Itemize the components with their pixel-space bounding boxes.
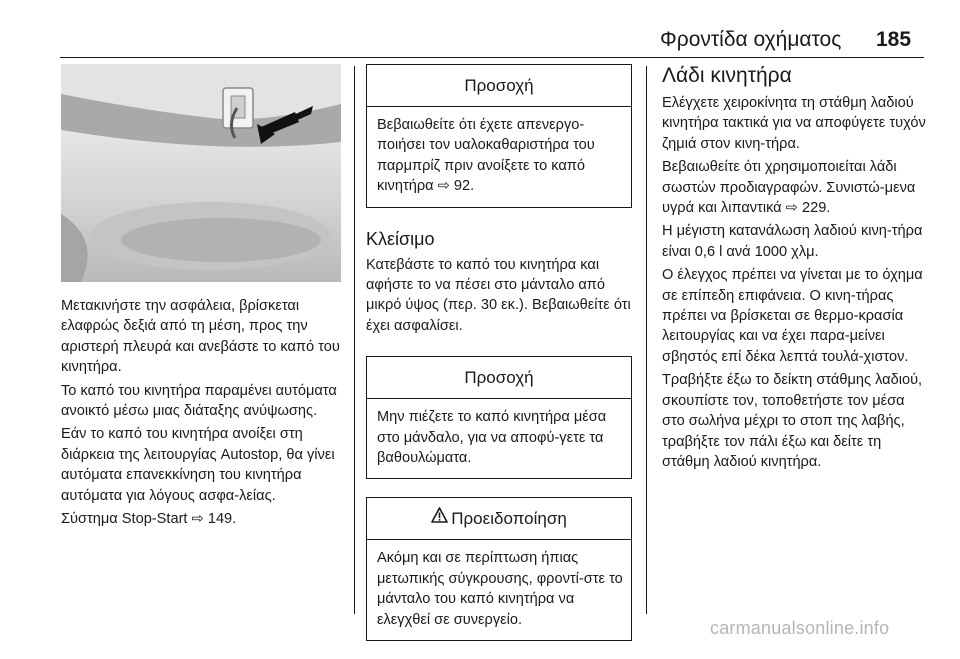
header-rule xyxy=(60,57,924,58)
engine-oil-heading: Λάδι κινητήρα xyxy=(662,64,792,87)
body-paragraph: Βεβαιωθείτε ότι χρησιμοποιείται λάδι σωστών προδιαγραφών. Συνιστώ‐μενα υγρά και λιπαντικά ⇨ 229. xyxy=(662,159,916,217)
body-paragraph: Εάν το καπό του κινητήρα ανοίξει στη διάρκεια της λειτουργίας Autostop, θα γίνει αυτόματα επανεκκίνηση του κινητήρα αυτόματα για λόγους ασφα‐λείας. xyxy=(61,426,335,504)
body-paragraph: Η μέγιστη κατανάλωση λαδιού κινη‐τήρα είναι 0,6 l ανά 1000 χλμ. xyxy=(662,223,923,260)
body-paragraph: Ο έλεγχος πρέπει να γίνεται με το όχημα σε επίπεδη επιφάνεια. Ο κινη‐τήρας πρέπει να βρίσκεται σε θερμο‐κρασία λειτουργίας και να έχει παρα‐μείνει σβηστός επί δέκα λεπτά τουλά‐χιστον. xyxy=(662,267,923,365)
warning-header xyxy=(367,498,631,540)
column-divider xyxy=(646,66,647,614)
hood-latch-photo xyxy=(61,64,341,282)
warning-triangle-icon xyxy=(431,497,448,538)
column-right xyxy=(662,64,928,475)
page-number: 185 xyxy=(876,28,912,51)
column-left xyxy=(61,64,343,532)
cross-reference-stop-start[interactable]: Σύστημα Stop-Start ⇨ 149. xyxy=(61,511,237,528)
body-paragraph: Τραβήξτε έξω το δείκτη στάθμης λαδιού, σκουπίστε τον, τοποθετήστε τον μέσα στο σωλήνα μέχρι το στοπ της λαβής, τραβήξτε τον πάλι έξω και δείτε τη στάθμη λαδιού κινητήρα. xyxy=(662,372,923,470)
watermark-url: carmanualsonline.info xyxy=(710,618,890,638)
column-divider xyxy=(354,66,355,614)
column-middle xyxy=(366,64,632,659)
warning-box xyxy=(366,497,632,641)
warning-text: Ακόμη και σε περίπτωση ήπιας μετωπικής σύγκρουσης, φροντί‐στε το μάνταλο του καπό κινητήρα να ελεγχθεί σε συνεργείο. xyxy=(377,550,623,628)
closing-heading: Κλείσιμο xyxy=(366,228,435,249)
body-paragraph: Το καπό του κινητήρα παραμένει αυτόματα ανοικτό μέσω μιας διάταξης ανύψωσης. xyxy=(61,382,337,420)
closing-text: Κατεβάστε το καπό του κινητήρα και αφήστε το να πέσει στο μάνταλο από μικρό ύψος (περ. 30 εκ.). Βεβαιωθείτε ότι έχει ασφαλίσει. xyxy=(366,256,631,334)
body-paragraph: Ελέγχετε χειροκίνητα τη στάθμη λαδιού κινητήρα τακτικά για να αποφύγετε τυχόν ζημιά στον κινη‐τήρα. xyxy=(662,95,926,152)
caution-title: Προσοχή xyxy=(367,357,631,399)
caution-box xyxy=(366,64,632,208)
caution-title: Προσοχή xyxy=(367,65,631,107)
caution-text: Μην πιέζετε το καπό κινητήρα μέσα στο μάνδαλο, για να αποφύ‐γετε τα βαθουλώματα. xyxy=(377,409,607,467)
warning-title: Προειδοποίηση xyxy=(451,509,567,529)
section-title: Φροντίδα οχήματος xyxy=(660,28,842,51)
page-header xyxy=(0,0,960,60)
caution-text: Βεβαιωθείτε ότι έχετε απενεργο‐ποιήσει τον υαλοκαθαριστήρα του παρμπρίζ πριν ανοίξετε το καπό κινητήρα ⇨ 92. xyxy=(377,117,595,195)
body-paragraph: Μετακινήστε την ασφάλεια, βρίσκεται ελαφρώς δεξιά από τη μέση, προς την αριστερή πλευρά και ανεβάστε το καπό του κινητήρα. xyxy=(61,298,340,376)
caution-box xyxy=(366,356,632,479)
